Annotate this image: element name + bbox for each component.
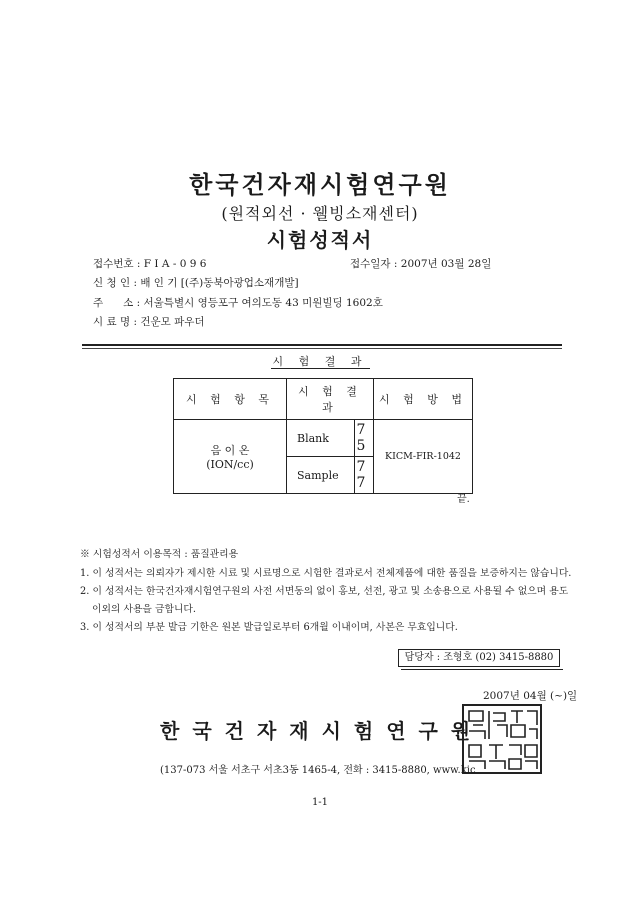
col-header-item: 시 험 항 목 (174, 379, 287, 420)
institute-title: 한국건자재시험연구원 (189, 170, 451, 199)
test-item-cell (174, 420, 287, 494)
divider-thick (82, 344, 562, 346)
note-item: 3. 이 성적서의 부분 발급 기한은 원본 발급일로부터 6개월 이내이며, 사본은 무효입니다. (80, 622, 458, 633)
note-item: 2. 이 성적서는 한국건자재시험연구원의 사전 서면동의 없이 홍보, 선전, 광고 및 소송용으로 사용될 수 없으며 용도 (80, 586, 569, 597)
row-value-sample: 7 7 (355, 457, 374, 494)
test-item-unit: (ION/cc) (206, 458, 254, 471)
note-item: 1. 이 성적서는 의뢰자가 제시한 시료 및 시료명으로 시험한 결과로서 전체제품에 대한 품질을 보증하지는 않습니다. (80, 568, 572, 579)
footer-address: (137-073 서울 서초구 서초3동 1465-4, 전화 : 3415-8880, www.kic (160, 765, 476, 776)
applicant-address: 주 소 : 서울특별시 영등포구 여의도동 43 미원빌딩 1602호 (93, 297, 383, 309)
note-item: 이외의 사용을 금합니다. (92, 604, 196, 615)
usage-purpose: ※ 시험성적서 이용목적 : 품질관리용 (80, 549, 239, 560)
row-label-blank: Blank (287, 420, 355, 457)
receipt-number: 접수번호 : F I A - 0 9 6 (93, 258, 207, 270)
page-number: 1-1 (311, 797, 329, 808)
end-mark: 끝. (457, 494, 470, 505)
table-row (174, 420, 473, 457)
row-value-blank: 7 5 (355, 420, 374, 457)
col-header-result: 시 험 결 과 (287, 379, 374, 420)
footer-institute-name: 한국건자재시험연구원 (160, 719, 484, 743)
document-title: 시험성적서 (266, 228, 374, 252)
col-header-method: 시 험 방 법 (374, 379, 473, 420)
issue-date: 2007년 04월 (~)일 (483, 690, 578, 702)
test-item-name: 음 이 온 (210, 444, 250, 457)
receipt-date: 접수일자 : 2007년 03월 28일 (350, 258, 492, 270)
divider-thin (82, 348, 562, 349)
sample-name: 시 료 명 : 건운모 파우더 (93, 316, 205, 328)
center-subtitle: (원적외선 · 웰빙소재센터) (221, 204, 419, 223)
results-table (173, 378, 473, 494)
contact-box: 담당자 : 조형호 (02) 3415-8880 (398, 649, 560, 667)
test-method-cell: KICM-FIR-1042 (374, 420, 473, 494)
row-label-sample: Sample (287, 457, 355, 494)
results-heading (0, 353, 640, 369)
applicant: 신 청 인 : 배 인 기 [(주)동북아광업소재개발] (93, 277, 299, 289)
results-heading-text: 시 험 결 과 (272, 355, 368, 368)
